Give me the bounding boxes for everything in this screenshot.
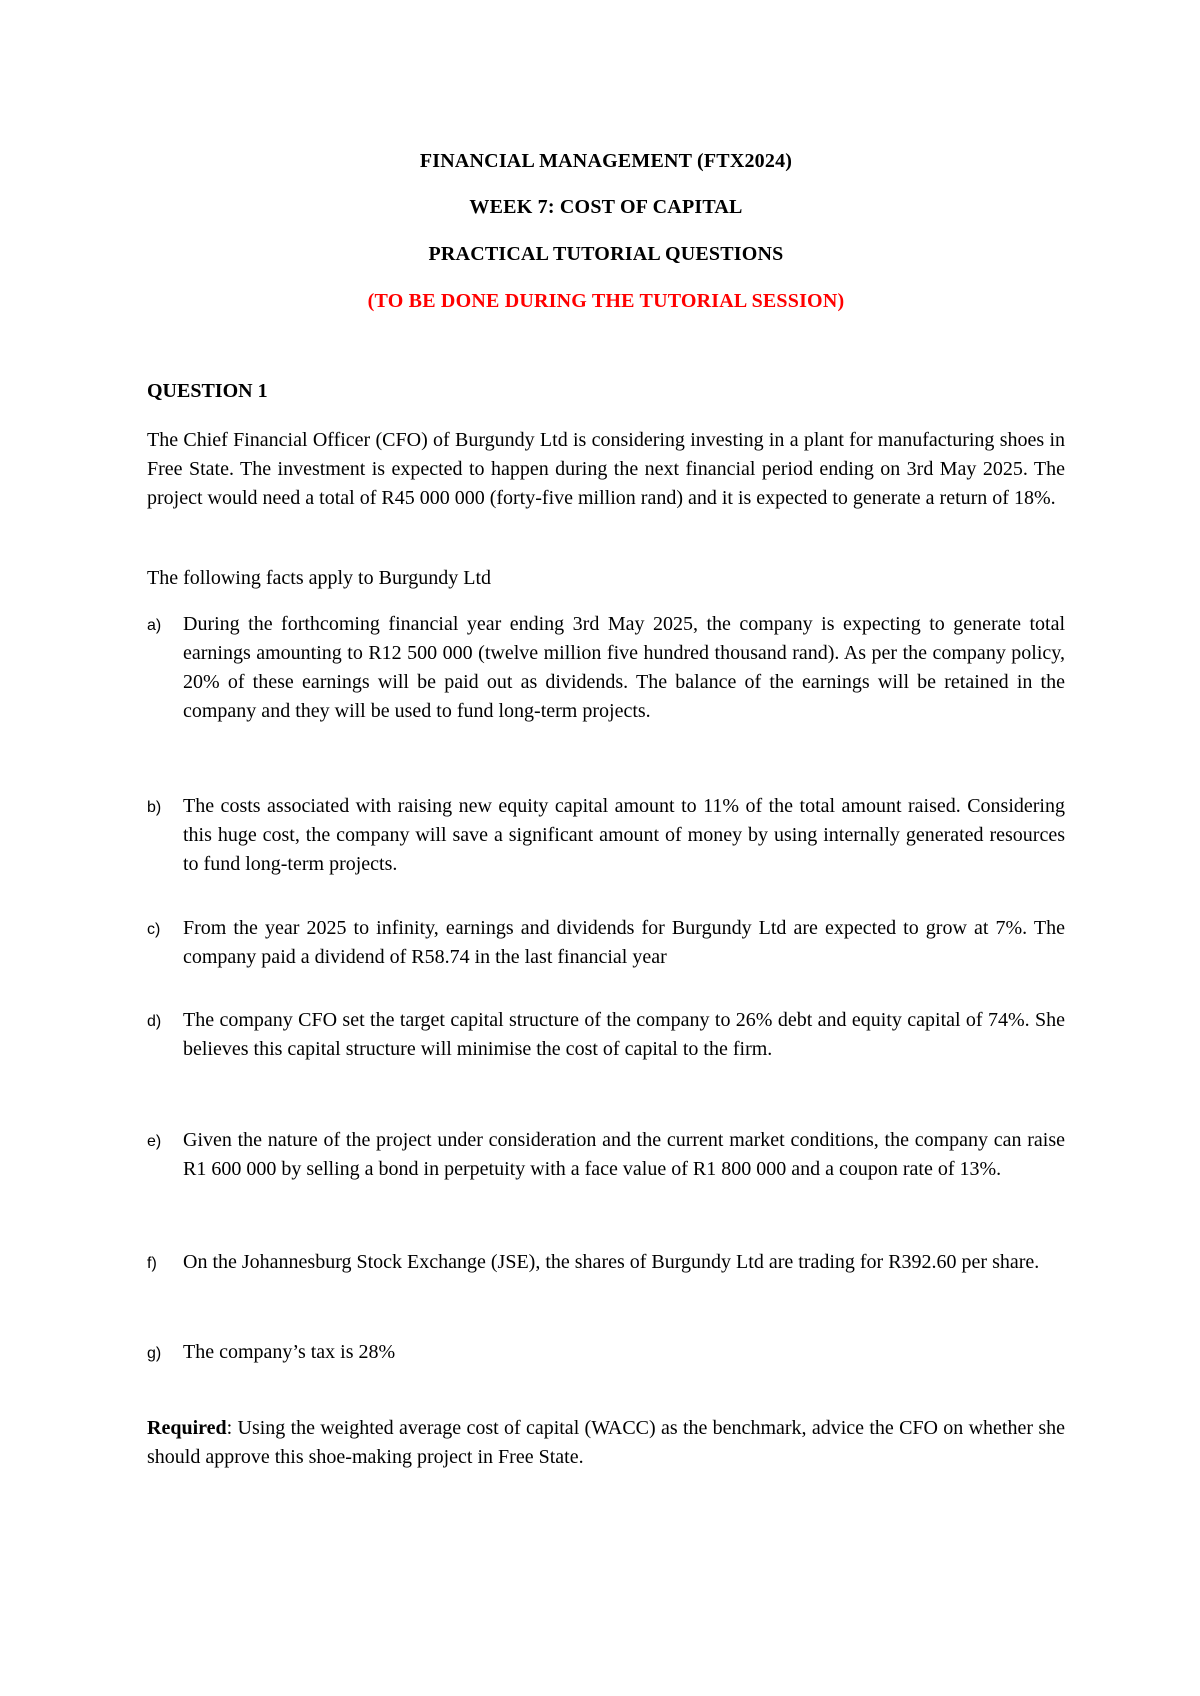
list-item-label: g): [147, 1345, 162, 1362]
question-title: QUESTION 1: [147, 380, 268, 402]
list-item-text: The costs associated with raising new equity capital amount to 11% of the total amount raised. Considering this huge cost, the company will save a significant amount of money by using internally generated resources to fund long-term projects.: [183, 795, 1065, 875]
facts-intro: The following facts apply to Burgundy Ltd: [147, 567, 492, 589]
list-item-text: During the forthcoming financial year ending 3rd May 2025, the company is expecting to generate total earnings amounting to R12 500 000 (twelve million five hundred thousand rand). As per the company policy, 20% of these earnings will be paid out as dividends. The balance of the earnings will be retained in the company and they will be used to fund long-term projects.: [183, 613, 1065, 722]
list-item: [147, 914, 1065, 972]
required-label: Required: [147, 1417, 227, 1439]
week-title: WEEK 7: COST OF CAPITAL: [469, 196, 743, 218]
list-item: [147, 1248, 1065, 1277]
list-item-text: Given the nature of the project under consideration and the current market conditions, the company can raise R1 600 000 by selling a bond in perpetuity with a face value of R1 800 000 and a coupon rate of 13%.: [183, 1129, 1065, 1180]
list-item-text: From the year 2025 to infinity, earnings and dividends for Burgundy Ltd are expected to grow at 7%. The company paid a dividend of R58.74 in the last financial year: [183, 917, 1065, 968]
tutorial-type: PRACTICAL TUTORIAL QUESTIONS: [428, 243, 784, 265]
list-item-text: On the Johannesburg Stock Exchange (JSE), the shares of Burgundy Ltd are trading for R392.60 per share.: [183, 1251, 1040, 1273]
list-item: [147, 1338, 1065, 1367]
list-item: [147, 792, 1065, 879]
required-text: : Using the weighted average cost of capital (WACC) as the benchmark, advice the CFO on whether she should approve this shoe-making project in Free State.: [147, 1417, 1065, 1468]
question-intro: The Chief Financial Officer (CFO) of Burgundy Ltd is considering investing in a plant for manufacturing shoes in Free State. The investment is expected to happen during the next financial period ending on 3rd May 2025. The project would need a total of R45 000 000 (forty-five million rand) and it is expected to generate a return of 18%.: [147, 429, 1065, 509]
list-item-label: f): [147, 1255, 157, 1272]
required-instruction: [147, 1414, 1065, 1472]
list-item-label: c): [147, 921, 161, 938]
session-note: (TO BE DONE DURING THE TUTORIAL SESSION): [367, 290, 845, 312]
list-item-label: a): [147, 617, 162, 634]
list-item-label: e): [147, 1133, 162, 1150]
list-item: [147, 1006, 1065, 1064]
list-item-label: b): [147, 799, 162, 816]
list-item: [147, 1126, 1065, 1184]
list-item: [147, 610, 1065, 726]
list-item-label: d): [147, 1013, 162, 1030]
course-title: FINANCIAL MANAGEMENT (FTX2024): [419, 150, 793, 172]
list-item-text: The company CFO set the target capital structure of the company to 26% debt and equity capital of 74%. She believes this capital structure will minimise the cost of capital to the firm.: [183, 1009, 1065, 1060]
list-item-text: The company’s tax is 28%: [183, 1341, 396, 1363]
